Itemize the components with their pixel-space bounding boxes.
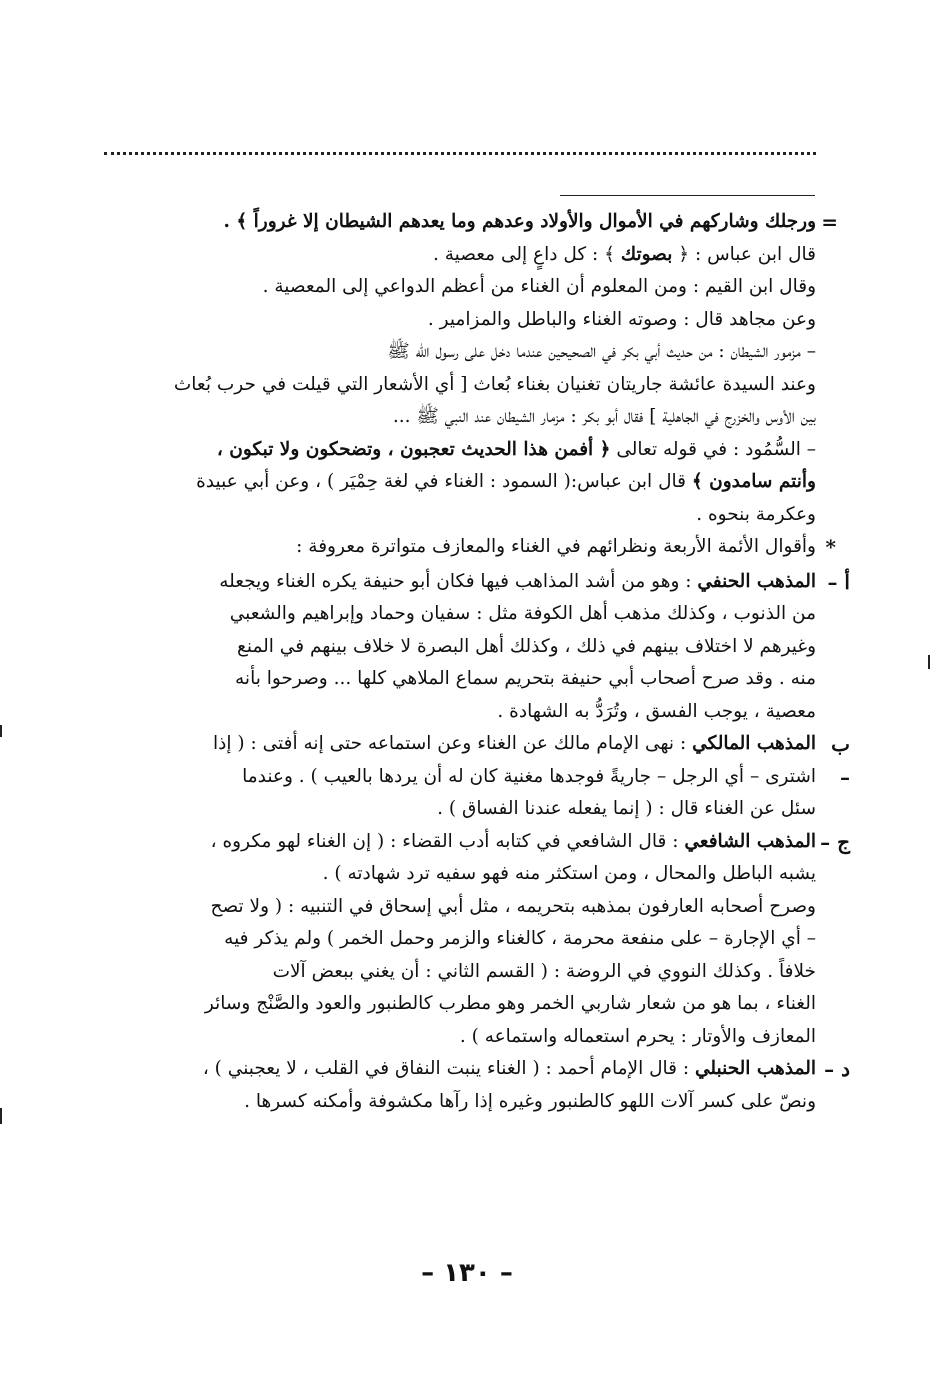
item-line: ونصّ على كسر آلات اللهو كالطنبور وغيره إذا رآها مكشوفة وأمكنه كسرها . (244, 1090, 816, 1112)
madhhab-list (100, 566, 850, 1119)
item-line: معصية ، يوجب الفسق ، وتُرَدُّ به الشهادة . (497, 700, 816, 722)
page-body (100, 206, 850, 1118)
item-letter: ب – (831, 732, 850, 789)
footnote-rule (560, 195, 815, 196)
scan-edge-mark (928, 655, 930, 669)
item-line: خلافاً . وكذلك النووي في الروضة : ( القسم الثاني : أن يغني ببعض آلات (272, 960, 816, 982)
intro-text: وأقوال الأئمة الأربعة ونظرائهم في الغناء والمعازف متواترة معروفة : (296, 536, 816, 557)
item-line: اشترى – أي الرجل – جاريةً فوجدها مغنية كان له أن يردها بالعيب ) . وعندما (242, 765, 816, 787)
text-run-bold: بصوتك (620, 243, 673, 265)
footnote-marker: = (821, 210, 838, 234)
text-run-bold: وأنتم سامدون ﴾ (691, 471, 816, 492)
list-item-hanbali (100, 1053, 850, 1118)
quran-verse-line: ورجلك وشاركهم في الأموال والأولاد وعدهم وما يعدهم الشيطان إلا غروراً ﴾ . (223, 211, 816, 232)
text-run: : نهى الإمام مالك عن الغناء وعن استماعه حتى إنه أفتى : ( إذا (213, 733, 693, 754)
mizmar-line-2: وعند السيدة عائشة جاريتان تغنيان بغناء بُعاث [ أي الأشعار التي قيلت في حرب بُعاث (173, 373, 816, 395)
mizmar-line-1: – مزمور الشيطان : من حديث أبي بكر في الصحيحين عندما دخل على رسول الله ﷺ (387, 341, 816, 362)
footnote-continuation (100, 206, 838, 531)
item-heading: المذهب المالكي (692, 733, 816, 754)
text-run: – السُّمُود : في قوله تعالى (610, 438, 816, 460)
text-run: : قال الإمام أحمد : ( الغناء ينبت النفاق في القلب ، لا يعجبني ) ، (202, 1058, 696, 1079)
ibn-abbas-line (100, 239, 816, 272)
item-line (100, 826, 816, 859)
item-line (100, 728, 816, 761)
item-heading: المذهب الحنفي (697, 570, 816, 592)
item-letter: د – (824, 1057, 850, 1081)
mizmar-line-3: بين الأوس والخزرج في الجاهلية ] فقال أبو بكر : مزمار الشيطان عند النبي ﷺ ... (392, 406, 816, 427)
item-line (100, 566, 816, 599)
item-line: يشبه الباطل والمحال ، ومن استكثر منه فهو سفيه ترد شهادته ) . (322, 863, 816, 884)
item-line: المعازف والأوتار : يحرم استعماله واستماعه ) . (459, 1025, 816, 1047)
sumud-line-1 (100, 434, 816, 467)
item-line: الغناء ، بما هو من شعار شاربي الخمر وهو مطرب كالطنبور والعود والصَّنْج وسائر (204, 993, 816, 1014)
text-run-bold: ﴿ أفمن هذا الحديث تعجبون ، وتضحكون ولا تبكون ، (216, 438, 611, 460)
item-line: وصرح أصحابه العارفون بمذهبه بتحريمه ، مثل أبي إسحاق في التنبيه : ( ولا تصح (210, 895, 816, 917)
text-run: : وهو من أشد المذاهب فيها فكان أبو حنيفة يكره الغناء ويجعله (219, 570, 698, 592)
item-letter: أ – (827, 569, 850, 594)
asterisk-marker: * (825, 535, 836, 559)
text-run: ﴾ : كل داعٍ إلى معصية . (432, 243, 621, 265)
item-heading: المذهب الشافعي (684, 830, 816, 852)
item-line: من الذنوب ، وكذلك مذهب أهل الكوفة مثل : سفيان وحماد وإبراهيم والشعبي (229, 603, 816, 624)
scan-edge-mark (0, 1108, 2, 1124)
mujahid-line: وعن مجاهد قال : وصوته الغناء والباطل والمزامير . (427, 308, 816, 330)
item-line: منه . وقد صرح أصحاب أبي حنيفة بتحريم سماع الملاهي كلها ... وصرحوا بأنه (235, 668, 816, 689)
item-heading: المذهب الحنبلي (695, 1058, 816, 1079)
item-letter: ج – (820, 829, 850, 854)
list-item-maliki (100, 728, 850, 826)
item-line (100, 1053, 816, 1086)
text-run: : قال الشافعي في كتابه أدب القضاء : ( إن الغناء لهو مكروه ، (210, 830, 685, 852)
ibn-qayyim-line: وقال ابن القيم : ومن المعلوم أن الغناء من أعظم الدواعي إلى المعصية . (262, 276, 816, 297)
scan-edge-mark (0, 725, 2, 737)
item-line: وغيرهم لا اختلاف بينهم في ذلك ، وكذلك أهل البصرة لا خلاف بينهم في المنع (237, 635, 816, 657)
sumud-line-3: وعكرمة بنحوه . (696, 503, 816, 525)
item-line: سئل عن الغناء قال : ( إنما يفعله عندنا الفساق ) . (437, 798, 816, 819)
list-item-shafii (100, 826, 850, 1054)
intro-paragraph (100, 531, 836, 564)
sumud-line-2 (100, 466, 816, 499)
dotted-separator (104, 152, 816, 155)
text-run: قال ابن عباس : ﴿ (672, 243, 816, 265)
text-run: قال ابن عباس:( السمود : الغناء في لغة حِمْيَر ) ، وعن أبي عبيدة (196, 471, 692, 492)
item-line: – أي الإجارة – على منفعة محرمة ، كالغناء والزمر وحمل الخمر ) ولم يذكر فيه (224, 928, 816, 949)
page-number: – ١٣٠ – (421, 1258, 513, 1288)
list-item-hanafi (100, 566, 850, 729)
